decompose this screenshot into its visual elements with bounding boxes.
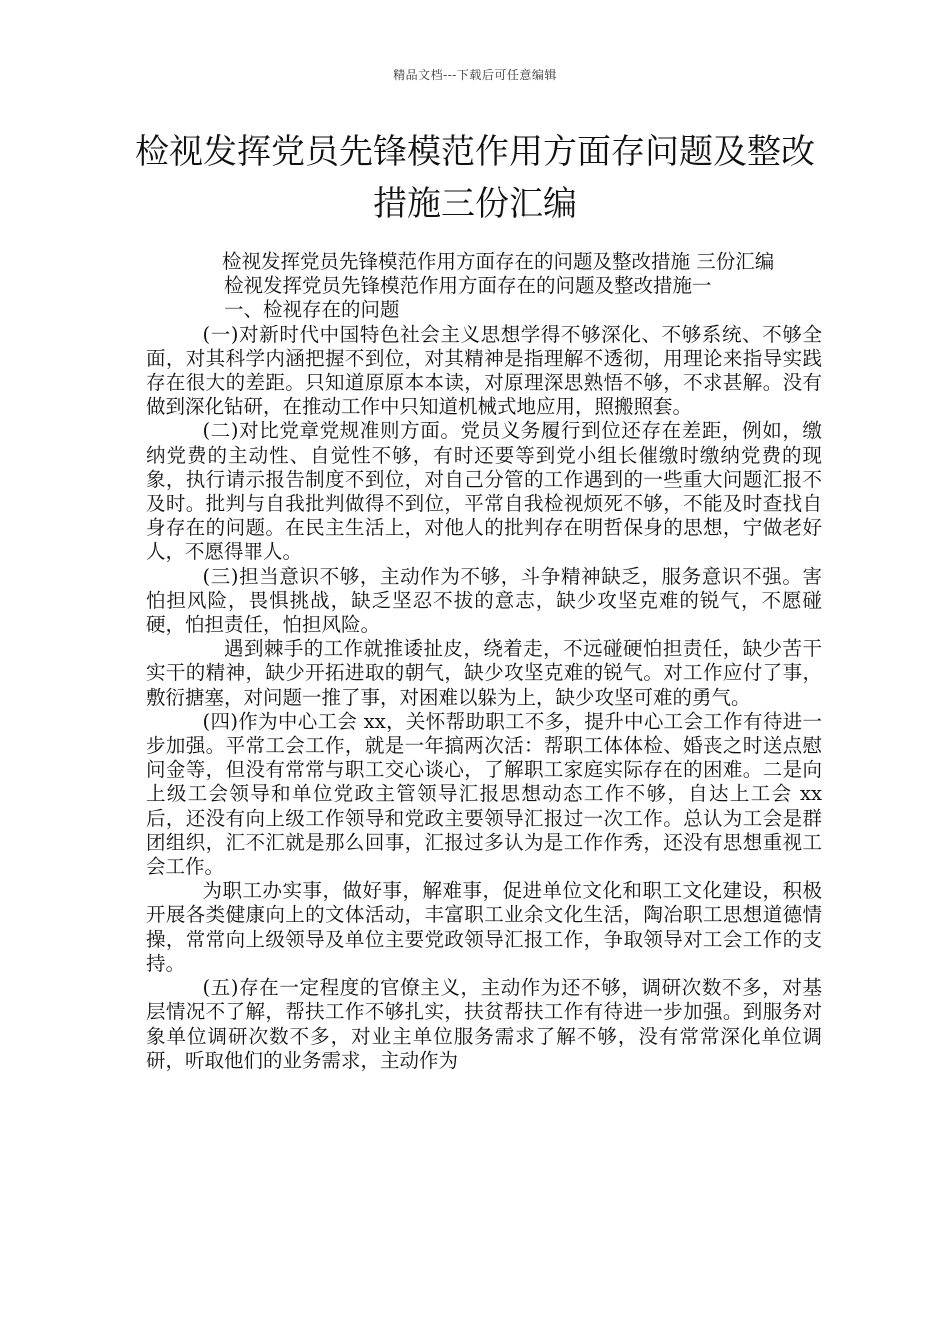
paragraph-item-2: (二)对比党章党规准则方面。党员义务履行到位还存在差距，例如，缴纳党费的主动性、自觉性不够，有时还要等到党小组长催缴时缴纳党费的现象，执行请示报告制度不到位，对自己分管的工作遇到的一些重大问题汇报不及时。批判与自我批判做得不到位，平常自我检视烦死不够，不能及时查找自身存在的问题。在民主生活上，对他人的批判存在明哲保身的思想，宁做老好人，不愿得罪人。: [146, 419, 822, 564]
paragraph-section-title: 检视发挥党员先锋模范作用方面存在的问题及整改措施一: [224, 274, 712, 298]
paragraph-item-1: (一)对新时代中国特色社会主义思想学得不够深化、不够系统、不够全面，对其科学内涵把握不到位，对其精神是指理解不透彻，用理论来指导实践存在很大的差距。只知道原原本本读，对原理深思熟悟不够，不求甚解。没有做到深化钻研，在推动工作中只知道机械式地应用，照搬照套。: [146, 322, 822, 419]
paragraph-subtitle: 检视发挥党员先锋模范作用方面存在的问题及整改措施 三份汇编: [222, 250, 775, 273]
document-title: 检视发挥党员先锋模范作用方面存问题及整改措施三份汇编: [135, 132, 815, 224]
document-body: [146, 250, 822, 1073]
paragraph-item-3-continued: 遇到棘手的工作就推诿扯皮，绕着走，不远碰硬怕担责任，缺少苦干实干的精神，缺少开拓进取的朝气，缺少攻坚克难的锐气。对工作应付了事，敷衍搪塞，对问题一推了事，对困难以躲为上，缺少攻坚可难的勇气。: [146, 637, 822, 709]
paragraph-item-5: (五)存在一定程度的官僚主义，主动作为还不够，调研次数不多，对基层情况不了解，帮扶工作不够扎实，扶贫帮扶工作有待进一步加强。到服务对象单位调研次数不多，对业主单位服务需求了解不够，没有常常深化单位调研，听取他们的业务需求，主动作为: [146, 976, 822, 1072]
header-note: 精品文档---下载后可任意编辑: [393, 68, 557, 82]
paragraph-heading: 一、检视存在的问题: [224, 298, 400, 322]
paragraph-item-4-continued: 为职工办实事，做好事，解难事，促进单位文化和职工文化建设，积极开展各类健康向上的文体活动，丰富职工业余文化生活，陶冶职工思想道德情操，常常向上级领导及单位主要党政领导汇报工作，争取领导对工会工作的支持。: [146, 879, 822, 975]
paragraph-item-3: (三)担当意识不够，主动作为不够，斗争精神缺乏，服务意识不强。害怕担风险，畏惧挑战，缺乏坚忍不拔的意志，缺少攻坚克难的锐气，不愿碰硬，怕担责任，怕担风险。: [146, 564, 822, 637]
paragraph-item-4: (四)作为中心工会 xx，关怀帮助职工不多，提升中心工会工作有待进一步加强。平常工会工作，就是一年搞两次活：帮职工体体检、婚丧之时送点慰问金等，但没有常常与职工交心谈心，了解职工家庭实际存在的困难。二是向上级工会领导和单位党政主管领导汇报思想动态工作不够，自达上工会 xx 后，还没有向上级工作领导和党政主要领导汇报过一次工作。总认为工会是群团组织，汇不汇就是那么回事，汇报过多认为是工作作秀，还没有思想重视工会工作。: [146, 709, 822, 879]
